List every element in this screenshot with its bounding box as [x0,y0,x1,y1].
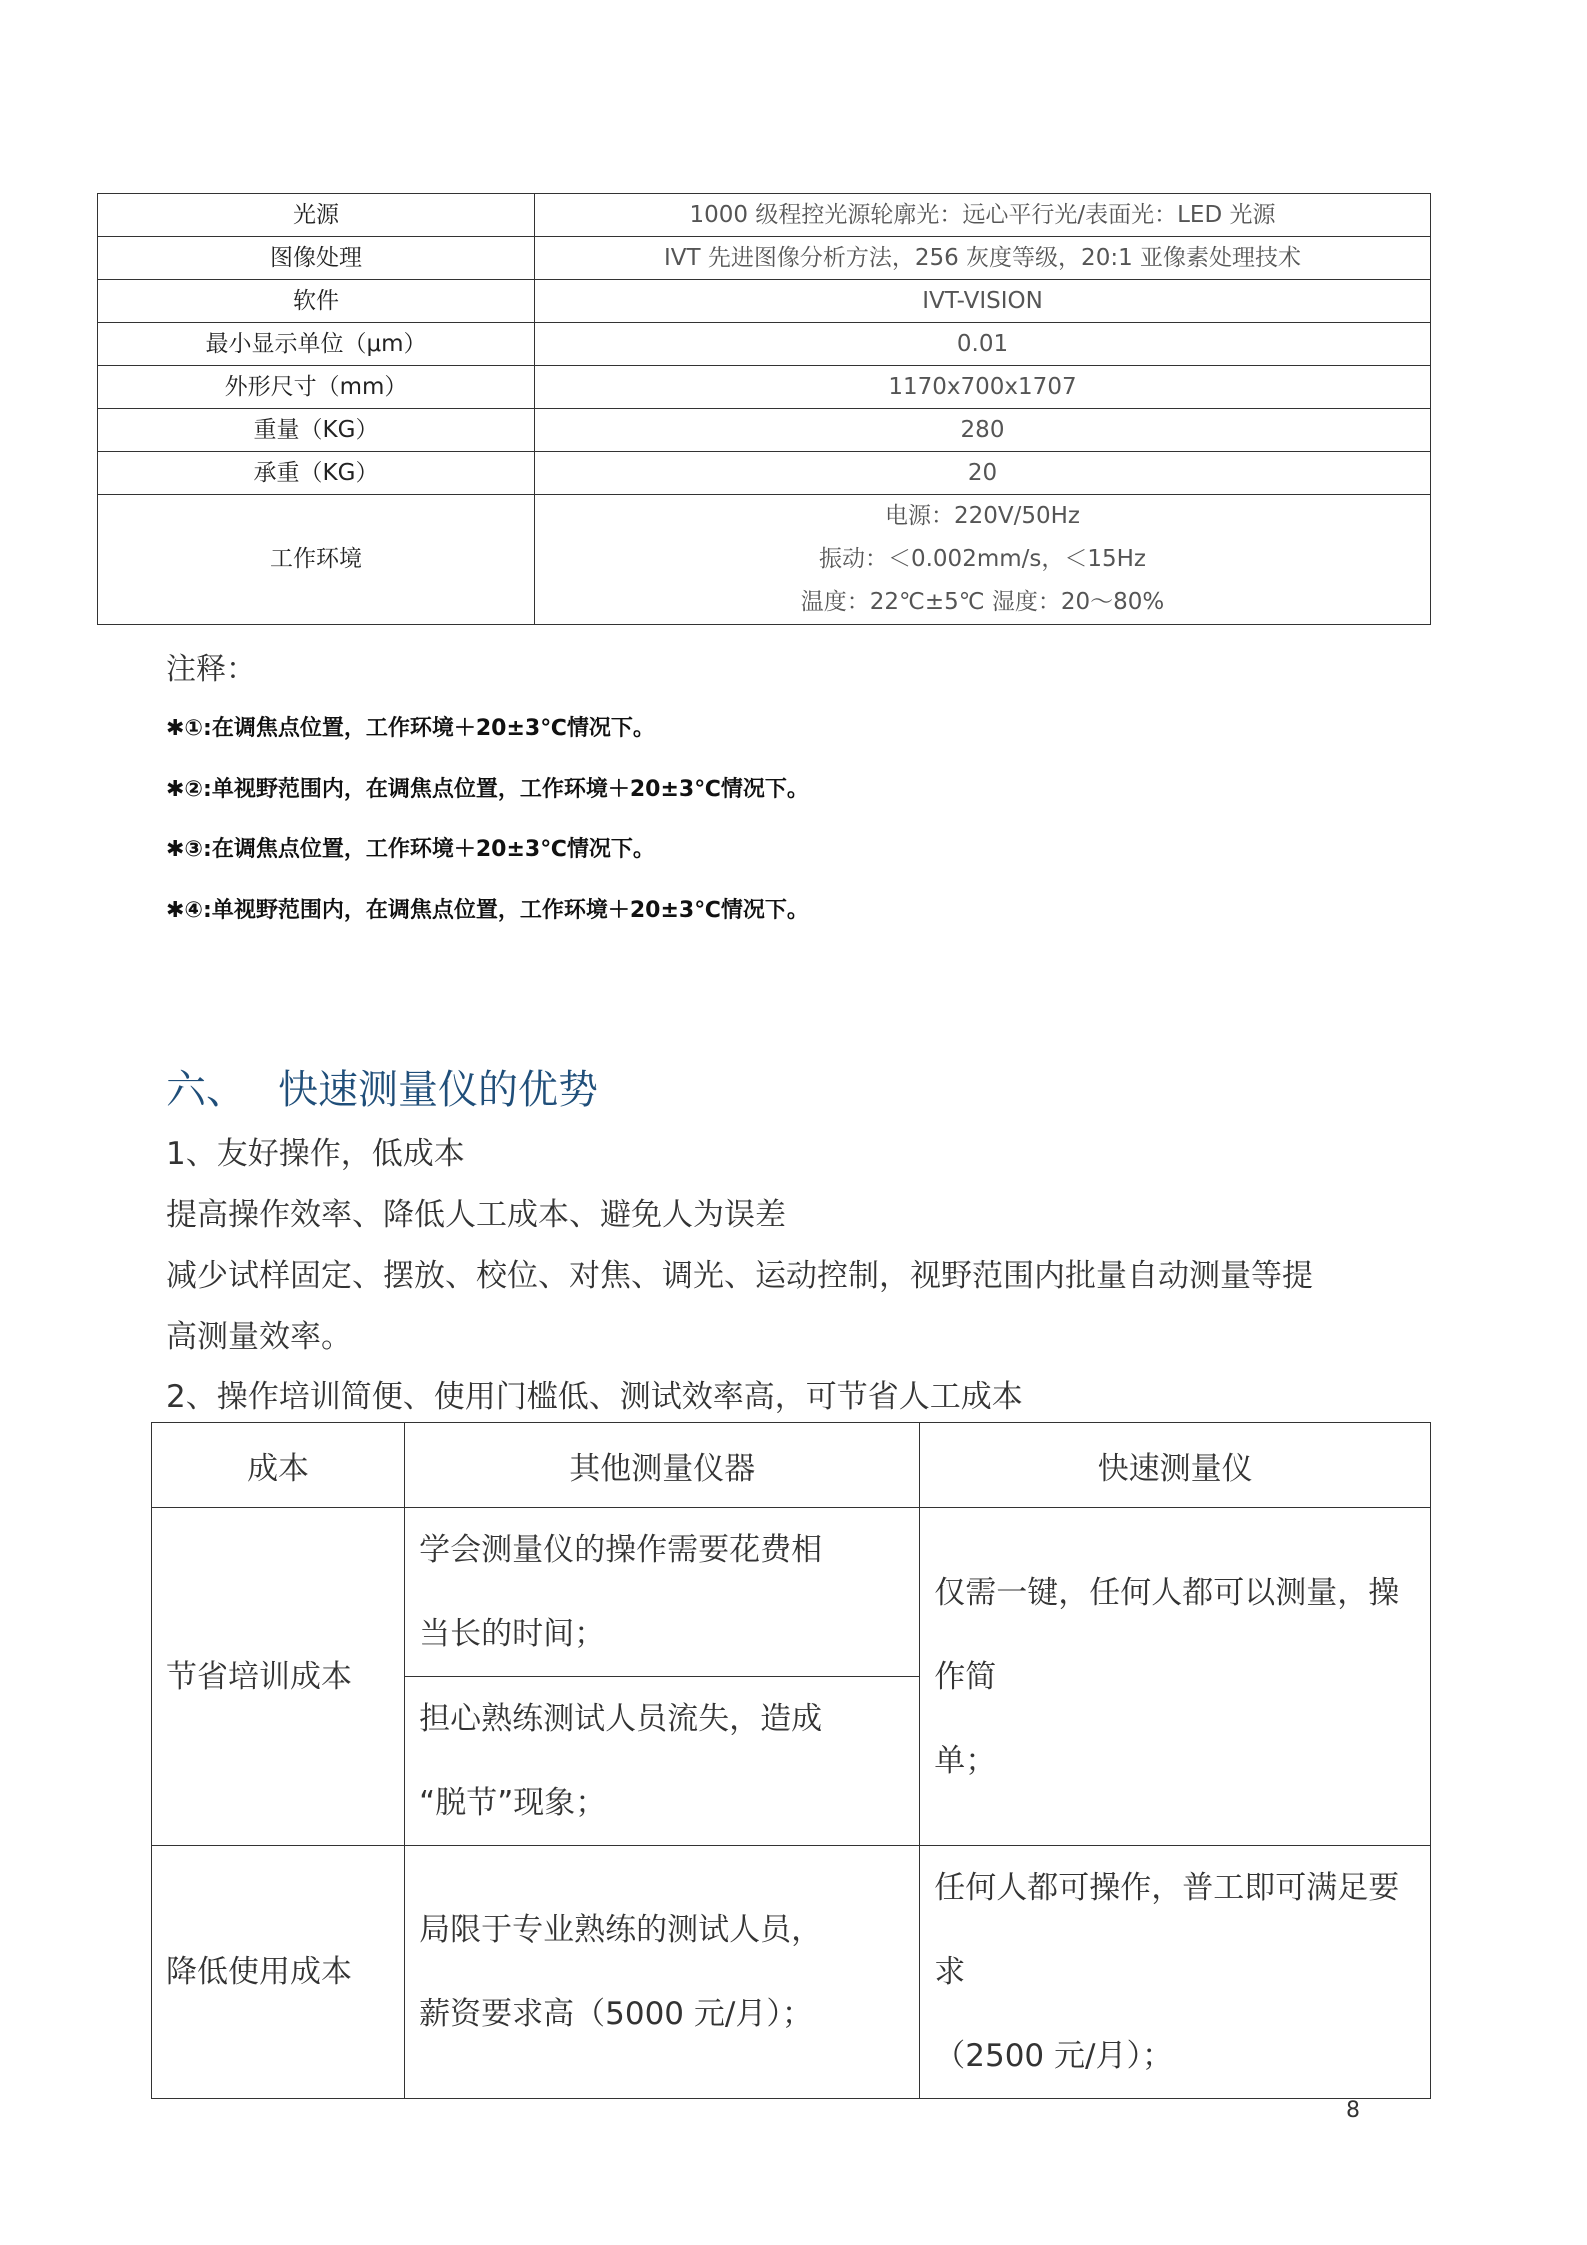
spec-key: 图像处理 [98,237,535,280]
env-temperature-humidity: 温度：22℃±5℃ 湿度：20～80% [800,589,1165,615]
cell-line: 任何人都可操作，普工即可满足要求 [934,1870,1400,1990]
paragraph: 高测量效率。 [166,1319,352,1355]
other-cell [405,1677,920,1846]
cost-table [151,1422,1431,2099]
notes-title: 注释： [166,652,256,687]
spec-key: 外形尺寸（mm） [98,366,535,409]
cell-line: 局限于专业熟练的测试人员， [419,1912,823,1948]
table-row [152,1846,1431,2099]
spec-key: 软件 [98,280,535,323]
fast-cell [920,1508,1431,1846]
spec-row [98,409,1431,452]
cell-line: 当长的时间； [419,1616,606,1652]
spec-value: IVT 先进图像分析方法，256 灰度等级，20:1 亚像素处理技术 [535,237,1431,280]
cell-line: 单； [934,1742,997,1779]
spec-key: 重量（KG） [98,409,535,452]
spec-value-environment [535,495,1431,625]
spec-row [98,280,1431,323]
spec-value: 20 [535,452,1431,495]
note-item: ✱①:在调焦点位置，工作环境＋20±3℃情况下。 [166,716,655,741]
paragraph: 2、操作培训简便、使用门槛低、测试效率高，可节省人工成本 [166,1379,1023,1415]
spec-value: 280 [535,409,1431,452]
paragraph: 1、友好操作，低成本 [166,1136,465,1172]
spec-key: 工作环境 [98,495,535,625]
header-fast-instrument: 快速测量仪 [920,1423,1431,1508]
cell-line: 仅需一键，任何人都可以测量，操作简 [934,1574,1400,1695]
spec-row [98,237,1431,280]
cell-line: 担心熟练测试人员流失，造成 [419,1701,823,1737]
spec-row [98,452,1431,495]
env-power: 电源：220V/50Hz [884,503,1081,529]
cell-line: 薪资要求高（5000 元/月）； [419,1996,813,2032]
spec-value: 1000 级程控光源轮廓光：远心平行光/表面光：LED 光源 [535,194,1431,237]
page-number: 8 [1346,2098,1360,2123]
env-vibration: 振动：＜0.002mm/s，＜15Hz [818,546,1147,572]
spec-key: 最小显示单位（μm） [98,323,535,366]
note-item: ✱③:在调焦点位置，工作环境＋20±3℃情况下。 [166,837,655,862]
spec-value: 0.01 [535,323,1431,366]
other-cell [405,1508,920,1677]
spec-table [97,193,1431,625]
paragraph: 减少试样固定、摆放、校位、对焦、调光、运动控制，视野范围内批量自动测量等提 [166,1258,1313,1294]
section-title [166,1058,598,1115]
spec-key: 光源 [98,194,535,237]
table-row [152,1508,1431,1677]
row-label: 节省培训成本 [152,1508,405,1846]
section-number: 六、 [166,1067,246,1113]
header-other-instruments: 其他测量仪器 [405,1423,920,1508]
spec-row [98,366,1431,409]
row-label: 降低使用成本 [152,1846,405,2099]
other-cell [405,1846,920,2099]
spec-row [98,323,1431,366]
spec-value: 1170x700x1707 [535,366,1431,409]
section-title-text: 快速测量仪的优势 [278,1067,598,1113]
cell-line: （2500 元/月）； [934,2038,1173,2074]
cost-table-header [152,1423,1431,1508]
note-item: ✱②:单视野范围内，在调焦点位置，工作环境＋20±3℃情况下。 [166,777,809,802]
spec-value: IVT-VISION [535,280,1431,323]
spec-row-environment [98,495,1431,625]
header-cost: 成本 [152,1423,405,1508]
cell-line: 学会测量仪的操作需要花费相 [419,1532,823,1568]
spec-key: 承重（KG） [98,452,535,495]
note-item: ✱④:单视野范围内，在调焦点位置，工作环境＋20±3℃情况下。 [166,898,809,923]
fast-cell [920,1846,1431,2099]
spec-row [98,194,1431,237]
paragraph: 提高操作效率、降低人工成本、避免人为误差 [166,1197,786,1233]
cell-line: “脱节”现象； [419,1785,607,1821]
